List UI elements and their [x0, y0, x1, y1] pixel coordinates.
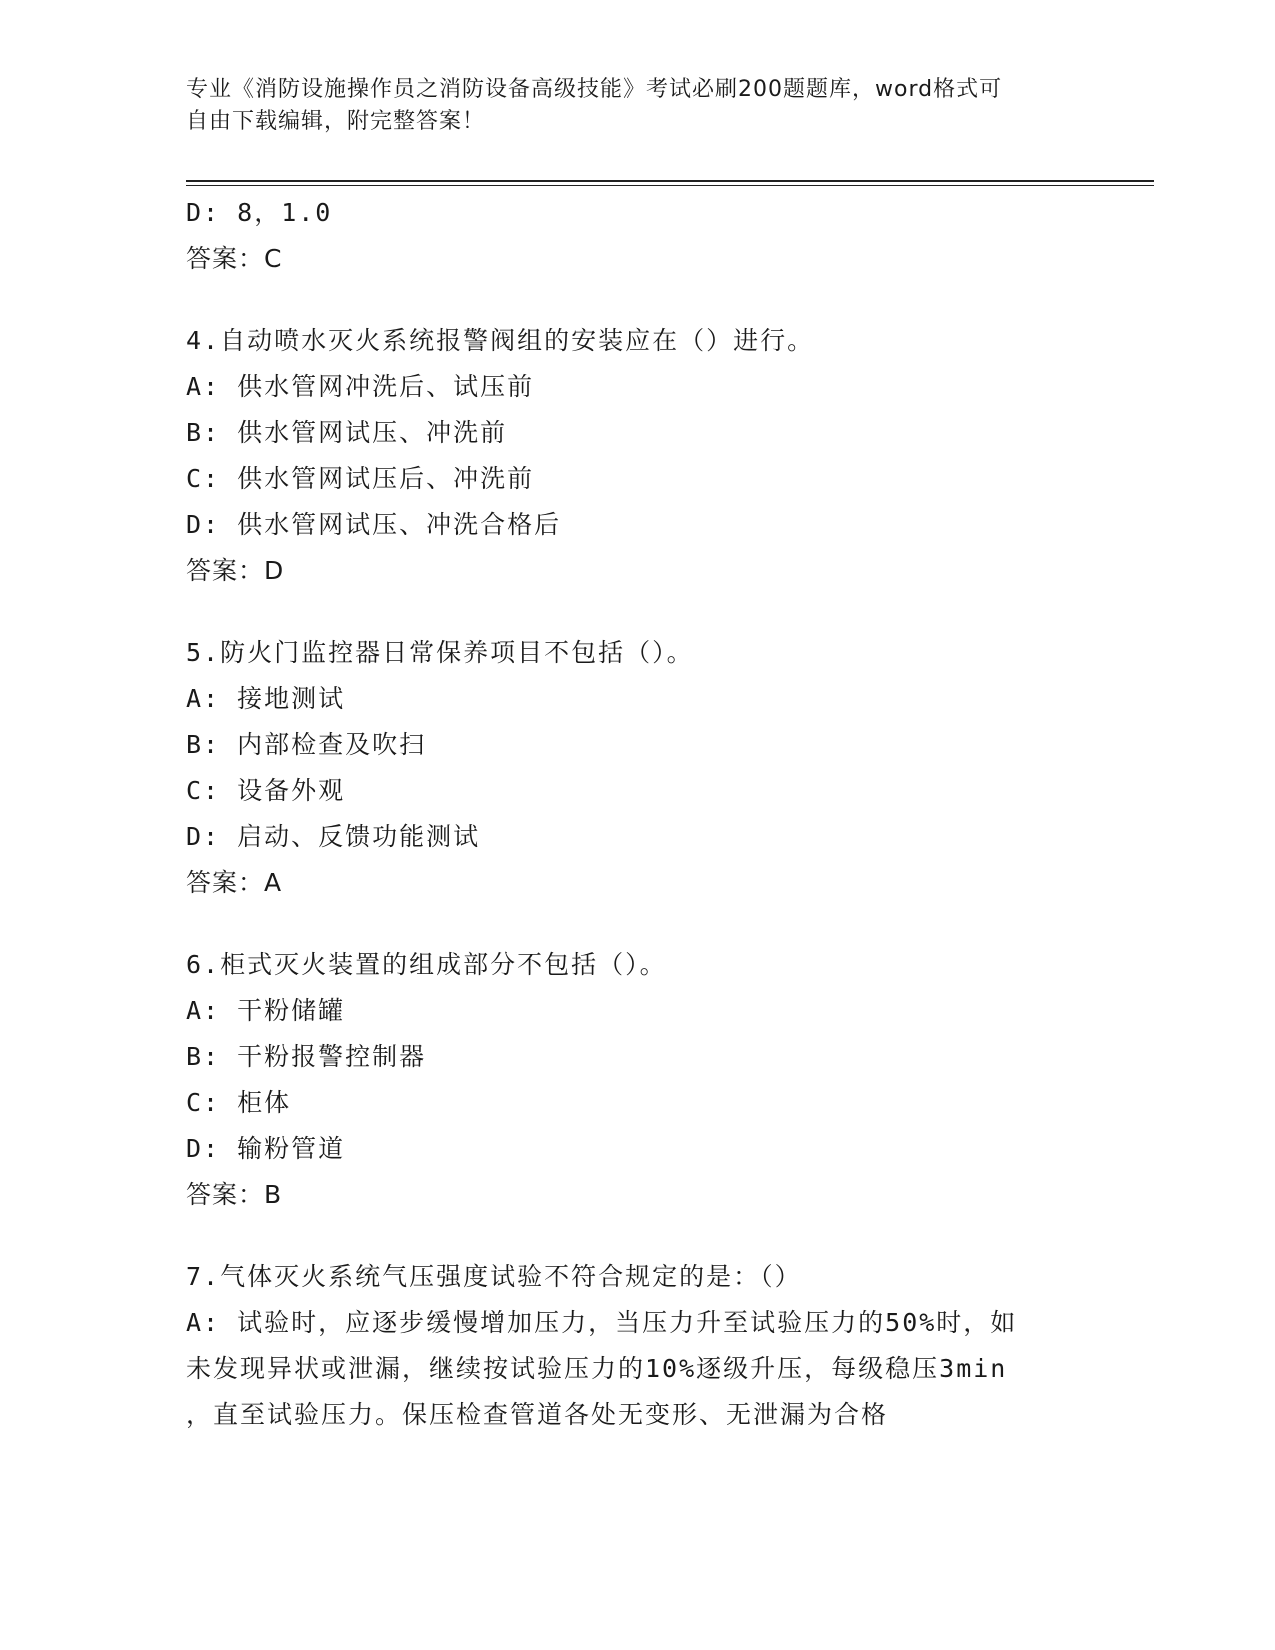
- option-a: A: 供水管网冲洗后、试压前: [186, 372, 535, 401]
- question-stem: 7.气体灭火系统气压强度试验不符合规定的是：（）: [186, 1262, 802, 1291]
- question-stem: 6.柜式灭火装置的组成部分不包括（）。: [186, 950, 667, 979]
- answer-line: 答案：A: [186, 868, 283, 897]
- option-c: C: 柜体: [186, 1088, 292, 1117]
- question-list: [186, 190, 1086, 1438]
- option-b: B: 内部检查及吹扫: [186, 730, 427, 759]
- header-divider-thick: [186, 180, 1154, 182]
- question-stem: 5.防火门监控器日常保养项目不包括（）。: [186, 638, 694, 667]
- answer-line: 答案：C: [186, 244, 283, 273]
- document-header: [186, 74, 1086, 138]
- question-7: [186, 1254, 1086, 1438]
- option-c: C: 供水管网试压后、冲洗前: [186, 464, 535, 493]
- option-c: C: 设备外观: [186, 776, 346, 805]
- answer-line: 答案：D: [186, 556, 285, 585]
- header-divider-thin: [186, 185, 1154, 186]
- header-line-1: 专业《消防设施操作员之消防设备高级技能》考试必刷200题题库，word格式可: [186, 77, 1003, 102]
- question-5: [186, 630, 1086, 906]
- option-b: B: 供水管网试压、冲洗前: [186, 418, 508, 447]
- option-a: A: 干粉储罐: [186, 996, 346, 1025]
- option-d: D: 输粉管道: [186, 1134, 346, 1163]
- option-d: D: 供水管网试压、冲洗合格后: [186, 510, 562, 539]
- option-a-line-3: ，直至试验压力。保压检查管道各处无变形、无泄漏为合格: [186, 1400, 889, 1429]
- option-a-line-1: A: 试验时，应逐步缓慢增加压力，当压力升至试验压力的50%时，如: [186, 1308, 1018, 1337]
- option-d: D: 启动、反馈功能测试: [186, 822, 481, 851]
- question-stem: 4.自动喷水灭火系统报警阀组的安装应在（）进行。: [186, 326, 815, 355]
- question-4: [186, 318, 1086, 594]
- answer-line: 答案：B: [186, 1180, 283, 1209]
- header-line-2: 自由下载编辑，附完整答案！: [186, 109, 486, 134]
- option-a-line-2: 未发现异状或泄漏，继续按试验压力的10%逐级升压，每级稳压3min: [186, 1354, 1008, 1383]
- option-b: B: 干粉报警控制器: [186, 1042, 427, 1071]
- option-d: D: 8，1.0: [186, 198, 333, 227]
- question-6: [186, 942, 1086, 1218]
- option-a: A: 接地测试: [186, 684, 346, 713]
